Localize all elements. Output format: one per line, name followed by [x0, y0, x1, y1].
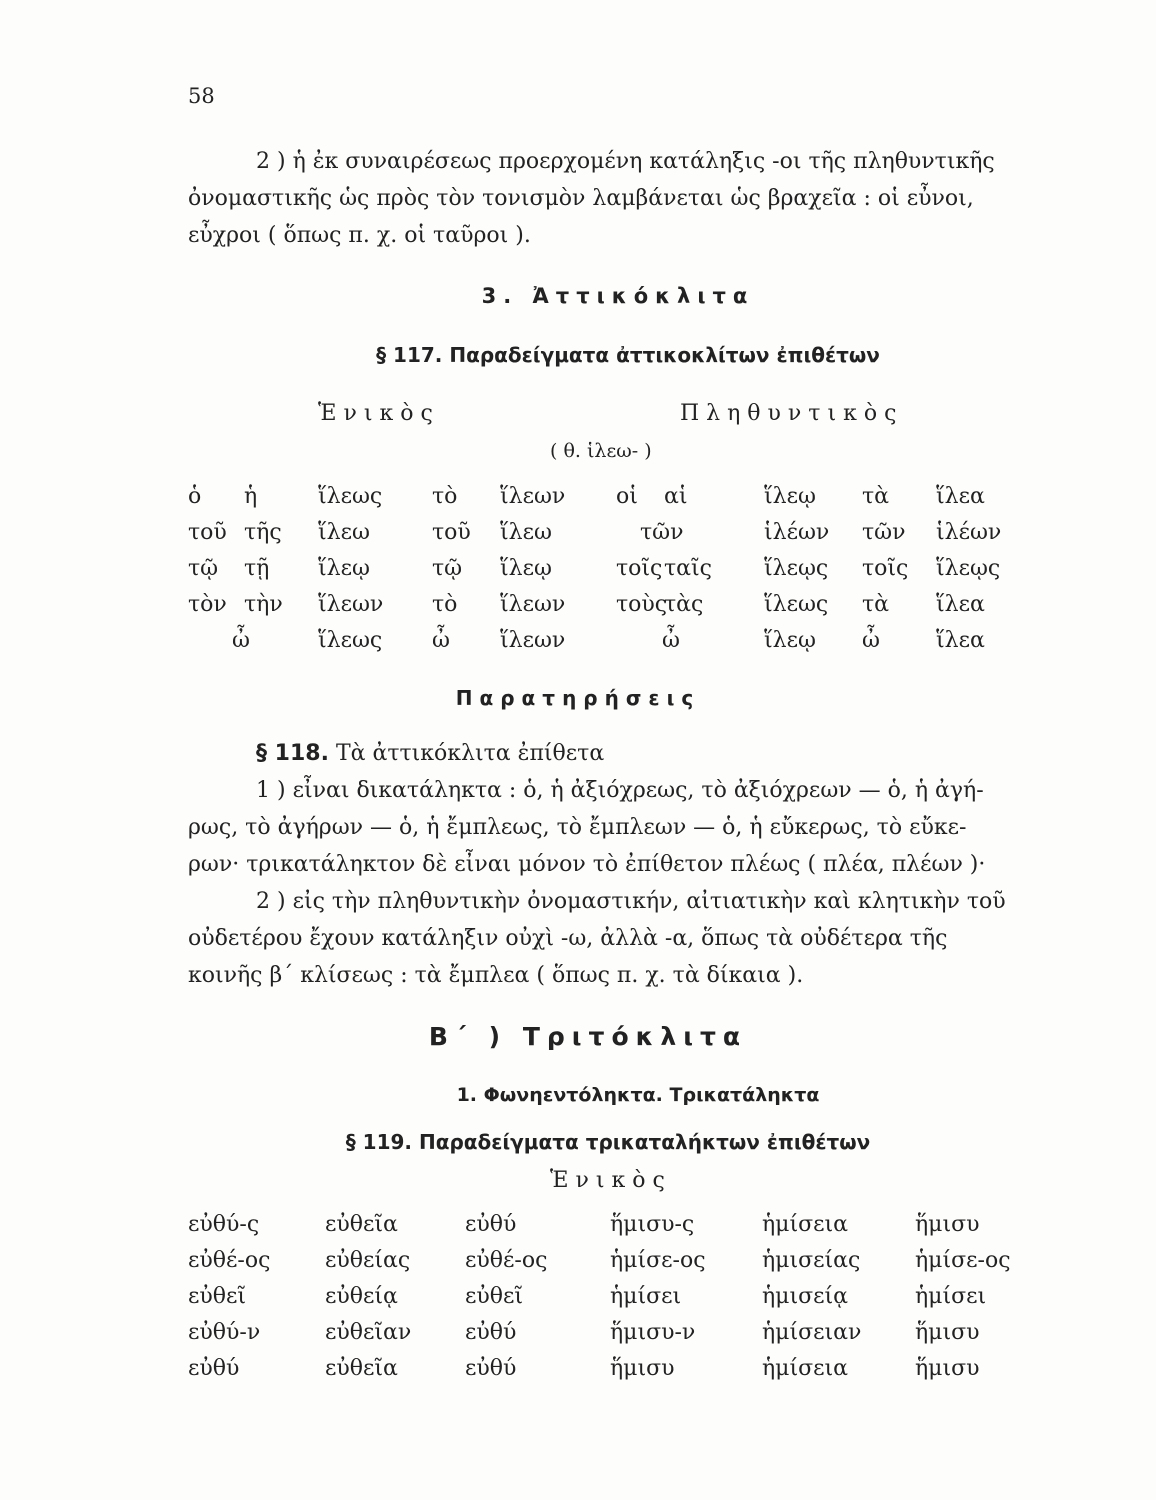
paradigm-cell: εὐθεῖα	[325, 1212, 398, 1237]
paradigm-cell: οἱ	[616, 484, 638, 509]
paradigm-cell: τῶν	[640, 520, 684, 545]
paradigm-cell: ἡμίσει	[610, 1284, 682, 1309]
paradigm-cell: ἵλεῳς	[764, 556, 829, 581]
paradigm-cell: τὰς	[664, 592, 704, 617]
paradigm-cell: εὐθύ	[188, 1356, 240, 1381]
paradigm-cell: ἡμίσε-ος	[915, 1248, 1011, 1273]
paradigm-cell: εὐθείας	[325, 1248, 411, 1273]
paradigm-cell: ἡμισείας	[762, 1248, 861, 1273]
paradigm-cell: ἵλεα	[936, 628, 985, 653]
paradigm-cell: ἡμίσεια	[762, 1356, 849, 1381]
text-line: 2 ) εἰς τὴν πληθυντικὴν ὀνομαστικήν, αἰτιατικὴν καὶ κλητικὴν τοῦ	[256, 889, 1006, 914]
paragraph-title-117: § 117. Παραδείγματα ἀττικοκλίτων ἐπιθέτων	[376, 343, 880, 367]
paradigm-cell: ἡμίσε-ος	[610, 1248, 706, 1273]
paradigm-cell: εὐθεῖ	[465, 1284, 524, 1309]
paradigm-cell: εὐθύ	[465, 1356, 517, 1381]
paradigm-cell: τὸν	[188, 592, 227, 617]
paradigm-cell: ἵλεως	[318, 484, 383, 509]
text-line: 2 ) ἡ ἐκ συναιρέσεως προερχομένη κατάληξις -οι τῆς πληθυντικῆς	[256, 149, 995, 174]
paragraph-title-text: Τὰ ἀττικόκλιτα ἐπίθετα	[335, 741, 605, 766]
sub-heading-vowel-stems: 1. Φωνηεντόληκτα. Τρικατάληκτα	[456, 1084, 820, 1106]
paradigm-cell: τοὺς	[616, 592, 668, 617]
text-line: εὖχροι ( ὅπως π. χ. οἱ ταῦροι ).	[188, 223, 531, 248]
paradigm-cell: ἵλεω	[500, 520, 552, 545]
paradigm-cell: ἥμισυ-ς	[610, 1212, 695, 1237]
paradigm-cell: ἡ	[244, 484, 258, 509]
paradigm-cell: εὐθεῖα	[325, 1356, 398, 1381]
paradigm-cell: ἵλεων	[500, 592, 566, 617]
paradigm-cell: ἥμισυ-ν	[610, 1320, 696, 1345]
text-line: κοινῆς β΄ κλίσεως : τὰ ἔμπλεα ( ὅπως π. χ. τὰ δίκαια ).	[188, 963, 804, 988]
paradigm-cell: ἵλεῳ	[500, 556, 552, 581]
text-line: οὐδετέρου ἔχουν κατάληξιν οὐχὶ -ω, ἀλλὰ -α, ὅπως τὰ οὐδέτερα τῆς	[188, 926, 948, 951]
paragraph-title-119: § 119. Παραδείγματα τρικαταλήκτων ἐπιθέτων	[345, 1130, 871, 1154]
paradigm-cell: ἵλεα	[936, 484, 985, 509]
paragraph-number: § 118.	[256, 741, 329, 766]
paradigm-cell: εὐθύ-ν	[188, 1320, 261, 1345]
paradigm-cell: ἵλεα	[936, 592, 985, 617]
paradigm-cell: ὦ	[432, 628, 450, 653]
paradigm-cell: εὐθέ-ος	[465, 1248, 548, 1273]
paradigm-cell: τοῦ	[432, 520, 471, 545]
text-line: ρων· τρικατάληκτον δὲ εἶναι μόνον τὸ ἐπίθετον πλέως ( πλέα, πλέων )·	[188, 852, 986, 877]
section-heading-third: Β΄ ) Τριτόκλιτα	[428, 1022, 748, 1051]
paradigm-cell: τῷ	[432, 556, 463, 581]
paradigm-cell: τὴν	[244, 592, 283, 617]
paradigm-cell: τῆς	[244, 520, 282, 545]
paradigm-cell: ἵλεως	[318, 628, 383, 653]
intro-paragraph	[188, 143, 1023, 254]
paradigm-cell: ὦ	[662, 628, 680, 653]
paradigm-cell: ἵλεῳ	[318, 556, 370, 581]
paradigm-cell: ἵλεων	[318, 592, 384, 617]
paradigm-cell: ἡμίσει	[915, 1284, 987, 1309]
paradigm-cell: τῷ	[188, 556, 219, 581]
paradigm-cell: ταῖς	[664, 556, 712, 581]
page-number: 58	[188, 84, 215, 108]
paradigm-cell: τὸ	[432, 484, 458, 509]
paradigm-cell: ἥμισυ	[915, 1320, 980, 1345]
paradigm-cell: ἡμισείᾳ	[762, 1284, 849, 1309]
paradigm-cell: αἱ	[664, 484, 688, 509]
paradigm-cell: εὐθύ	[465, 1212, 517, 1237]
paradigm-cell: τοῦ	[188, 520, 227, 545]
paradigm-cell: τῇ	[244, 556, 270, 581]
singular-label: Ἑνικὸς	[318, 401, 440, 426]
paradigm-cell: τοῖς	[862, 556, 909, 581]
paradigm-cell: ἵλεῳ	[764, 628, 816, 653]
paradigm-cell: τῶν	[862, 520, 906, 545]
paradigm-cell: εὐθεῖ	[188, 1284, 247, 1309]
text-line: ὀνομαστικῆς ὡς πρὸς τὸν τονισμὸν λαμβάνεται ὡς βραχεῖα : οἱ εὖνοι,	[188, 186, 974, 211]
stem-note: ( θ. ἱλεω- )	[550, 440, 652, 462]
paradigm-cell: τοῖς	[616, 556, 663, 581]
paradigm-cell: ἥμισυ	[915, 1356, 980, 1381]
section-heading-attic: 3. Ἀττικόκλιτα	[481, 284, 755, 308]
paradigm-cell: εὐθύ	[465, 1320, 517, 1345]
paradigm-cell: ὦ	[232, 628, 250, 653]
paradigm-cell: ἥμισυ	[915, 1212, 980, 1237]
plural-label: Πληθυντικὸς	[680, 401, 904, 426]
paradigm-cell: εὐθείᾳ	[325, 1284, 398, 1309]
paradigm-cell: ἵλεω	[318, 520, 370, 545]
paradigm-cell: ἵλεων	[500, 484, 566, 509]
paragraph-118-title	[188, 735, 1023, 772]
paradigm-cell: εὐθέ-ος	[188, 1248, 271, 1273]
paradigm-cell: ἵλεως	[764, 592, 829, 617]
paradigm-cell: ὦ	[862, 628, 880, 653]
paradigm-cell: τὸ	[432, 592, 458, 617]
paradigm-cell: εὐθύ-ς	[188, 1212, 260, 1237]
text-line: 1 ) εἶναι δικατάληκτα : ὁ, ἡ ἀξιόχρεως, τὸ ἀξιόχρεων — ὁ, ἡ ἀγή-	[256, 778, 984, 803]
paradigm-cell: εὐθεῖαν	[325, 1320, 412, 1345]
paradigm-cell: ἱλέων	[764, 520, 830, 545]
paradigm-cell: ὁ	[188, 484, 202, 509]
paradigm-cell: ἥμισυ	[610, 1356, 675, 1381]
paradigm-cell: ἵλεῳ	[764, 484, 816, 509]
paradigm-cell: ἵλεῳς	[936, 556, 1001, 581]
paradigm-cell: τὰ	[862, 484, 890, 509]
paradigm-cell: ἡμίσειαν	[762, 1320, 862, 1345]
paradigm-cell: ἵλεων	[500, 628, 566, 653]
paradigm-cell: ἱλέων	[936, 520, 1002, 545]
observations-heading: Παρατηρήσεις	[455, 686, 701, 710]
paradigm-cell: τὰ	[862, 592, 890, 617]
observations-paragraph	[188, 735, 1023, 994]
paradigm-cell: ἡμίσεια	[762, 1212, 849, 1237]
singular-label: Ἑνικὸς	[550, 1168, 672, 1193]
text-line: ρως, τὸ ἀγήρων — ὁ, ἡ ἔμπλεως, τὸ ἔμπλεων — ὁ, ἡ εὔκερως, τὸ εὔκε-	[188, 815, 967, 840]
